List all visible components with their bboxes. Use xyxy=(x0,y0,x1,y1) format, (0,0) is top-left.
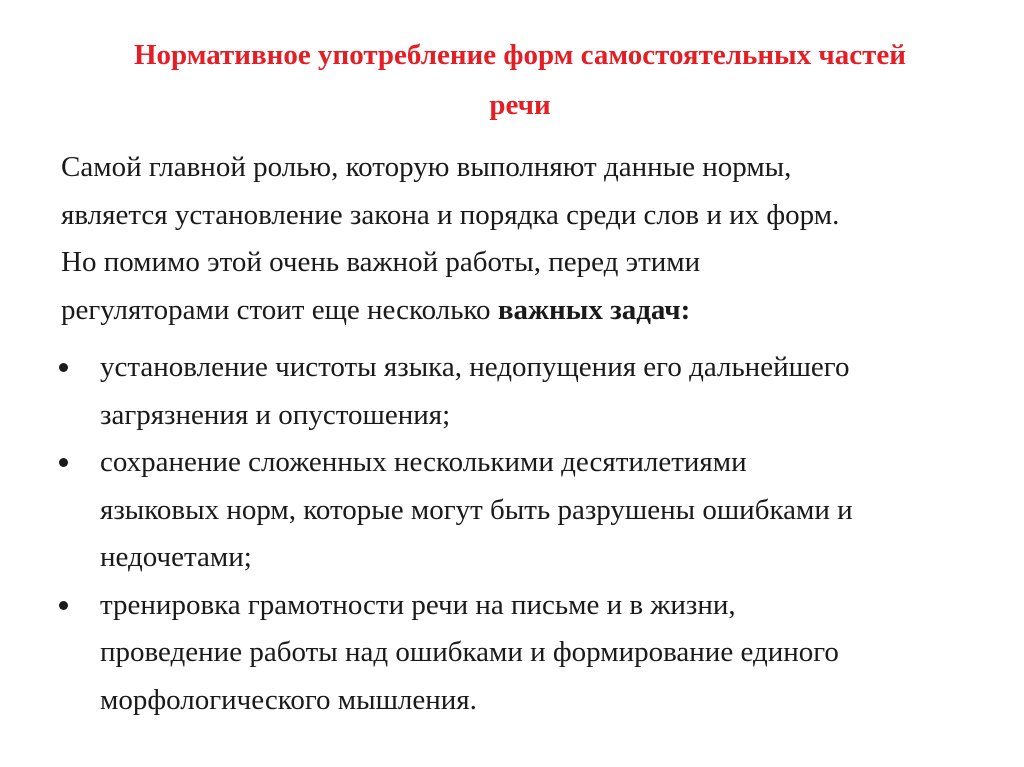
slide-title xyxy=(40,30,1000,130)
list-item-line: морфологического мышления. xyxy=(100,683,477,716)
title-line-2: речи xyxy=(489,89,551,121)
bullet-icon xyxy=(59,458,68,467)
task-list xyxy=(0,344,1024,724)
list-item xyxy=(0,582,1024,725)
intro-line-1: Самой главной ролью, которую выполняют данные нормы, xyxy=(61,151,792,183)
list-item-line: загрязнения и опустошения; xyxy=(100,398,451,431)
bullet-icon xyxy=(59,601,68,610)
list-item-line: установление чистоты языка, недопущения его дальнейшего xyxy=(100,351,850,383)
list-item-line: недочетами; xyxy=(100,541,252,573)
intro-emphasis: важных задач: xyxy=(497,293,691,326)
intro-line-2: является установление закона и порядка среди слов и их форм. xyxy=(61,198,840,231)
intro-line-3: Но помимо этой очень важной работы, перед этими xyxy=(61,246,701,278)
title-line-1: Нормативное употребление форм самостоятельных частей xyxy=(134,39,906,71)
list-item-line: проведение работы над ошибками и формирование единого xyxy=(100,636,839,668)
intro-line-4-text: регуляторами стоит еще несколько xyxy=(61,293,498,326)
list-item-line: тренировка грамотности речи на письме и в жизни, xyxy=(100,588,736,621)
list-item-line: сохранение сложенных несколькими десятилетиями xyxy=(100,446,747,478)
intro-line-4 xyxy=(61,287,961,335)
list-item xyxy=(0,439,1024,582)
intro-paragraph xyxy=(61,144,961,334)
bullet-icon xyxy=(59,363,68,372)
list-item xyxy=(0,344,1024,439)
list-item-line: языковых норм, которые могут быть разрушены ошибками и xyxy=(100,493,853,526)
